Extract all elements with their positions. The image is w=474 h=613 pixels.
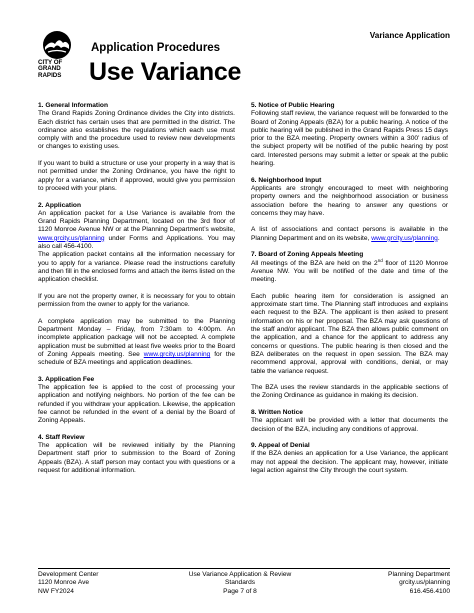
- left-column: [38, 102, 235, 484]
- paragraph: Following staff review, the variance request will be forwarded to the Board of Zoning Appeals (BZA) for a public hearing. A notice of the public hearing will be published in the Grand Rapids Press 15 days prior to the BZA meeting. Property owners within a 300’ radius of the subject property will be notified of the public hearing by post card. Interested persons may submit a letter or speak at the public hearing.: [251, 110, 448, 168]
- logo-line: GRAND: [38, 65, 61, 73]
- footer-left: [38, 571, 98, 596]
- footer-line: Standards: [224, 579, 256, 587]
- paragraph: A complete application may be submitted to the Planning Department Monday – Friday, from 7:30am to 4:00pm. An incomplete application package will not be accepted. A complete application must be submitted at least five weeks prior to the Board of Zoning Appeals meeting. See www.grcity.us/planning for the schedule of BZA meetings and application deadlines.: [38, 317, 236, 367]
- paragraph: The application packet contains all the information necessary for you to apply for a variance. Please read the instructions carefully and then fill in the enclosed forms and attach the items listed on the application checklist.: [38, 251, 235, 284]
- paragraph: The Grand Rapids Zoning Ordinance divides the City into districts. Each district has certain uses that are permitted in the district. The ordinance also establishes the regulations which each use must comply with and the procedure used to review new developments or changes to existing uses.: [38, 110, 235, 151]
- footer-line: Planning Department: [388, 571, 450, 578]
- paragraph: If the BZA denies an application for a Use Variance, the applicant may not appeal the decision. The applicant may, however, initiate legal action against the City through the court system.: [251, 450, 448, 475]
- paragraph: Applicants are strongly encouraged to meet with neighboring property owners and the neighborhood association or business association before the hearing to answer any questions or concerns they may have.: [251, 184, 448, 217]
- planning-website-link[interactable]: www.grcity.us/planning: [143, 350, 211, 358]
- paragraph: Each public hearing item for consideration is assigned an approximate start time. The Planning staff introduces and explains each request to the BZA. The applicant is then asked to present information on his or her proposal. The BZA may ask questions of the staff and/or applicant. The BZA then allows public comment on the application, and a chance for the applicant to address any concerns or questions. The public hearing is then closed and the BZA deliberates on the request in open session. The BZA may recommend approval, approval with conditions, denial, or may table the variance request.: [251, 292, 448, 375]
- section-heading: 9. Appeal of Denial: [251, 442, 310, 450]
- right-column: [251, 102, 448, 484]
- planning-website-link[interactable]: www.grcity.us/planning: [371, 234, 438, 242]
- paragraph: A list of associations and contact persons is available in the Planning Department and on its website, www.grcity.us/planning.: [251, 226, 448, 242]
- section-heading: 8. Written Notice: [251, 408, 303, 416]
- section-heading: 1. General Information: [38, 102, 108, 109]
- footer-line: 1120 Monroe Ave: [38, 579, 90, 587]
- section-heading: 4. Staff Review: [38, 433, 85, 441]
- footer-center: [170, 571, 310, 596]
- logo-wordmark: [38, 60, 80, 79]
- footer-line: NW FY2024: [38, 587, 74, 595]
- page-title: Use Variance: [89, 58, 242, 86]
- footer-line: 616.456.4100: [409, 587, 450, 595]
- paragraph: If you are not the property owner, it is necessary for you to obtain permission from the owner to apply for the variance.: [38, 292, 235, 309]
- planning-website-link[interactable]: www.grcity.us/planning: [38, 234, 105, 242]
- page-number: Page 7 of 8: [223, 587, 257, 595]
- section-heading: 5. Notice of Public Hearing: [251, 102, 335, 109]
- section-heading: 7. Board of Zoning Appeals Meeting: [251, 251, 364, 259]
- paragraph: If you want to build a structure or use your property in a way that is not permitted under the Zoning Ordinance, you have the right to apply for a variance, which if approved, would give you permission to proceed with your plans.: [38, 160, 235, 192]
- paragraph: The application fee is applied to the cost of processing your application and notifying neighbors. No portion of the fee can be refunded if you withdraw your application. Likewise, the application fee cannot be refunded in the event of a denial by the Board of Zoning Appeals.: [38, 384, 235, 425]
- section-heading: 3. Application Fee: [38, 375, 95, 383]
- document-type-label: Variance Application: [369, 31, 450, 40]
- city-seal-icon: [42, 30, 72, 60]
- section-heading: 2. Application: [38, 201, 81, 209]
- footer-line: Development Center: [38, 571, 99, 578]
- city-logo: [38, 30, 78, 82]
- paragraph: The BZA uses the review standards in the applicable sections of the Zoning Ordinance as guidance in making its decision.: [251, 384, 448, 400]
- footer-divider: [38, 568, 450, 569]
- paragraph: All meetings of the BZA are held on the 2nd floor of 1120 Monroe Avenue NW. You will be notified of the date and time of the meeting.: [251, 257, 448, 284]
- footer-right: [388, 571, 450, 596]
- paragraph: The applicant will be provided with a letter that documents the decision of the BZA, including any conditions of approval.: [251, 417, 448, 433]
- section-heading: 6. Neighborhood Input: [251, 176, 322, 184]
- logo-line: RAPIDS: [38, 71, 62, 79]
- paragraph: An application packet for a Use Variance is available from the Grand Rapids Planning Department, located on the 3rd floor of 1120 Monroe Avenue NW or at the Planning Department’s website, www.grcity.us/planning under Forms and Applications. You may also call 456-4100.: [38, 209, 235, 251]
- paragraph: The application will be reviewed initially by the Planning Department staff prior to submission to the Board of Zoning Appeals (BZA). A staff person may contact you with questions or a request for additional information.: [38, 442, 235, 475]
- footer-line: Use Variance Application & Review: [188, 571, 292, 578]
- page-subtitle: Application Procedures: [91, 42, 221, 54]
- footer-line: grcity.us/planning: [399, 579, 450, 587]
- logo-line: CITY OF: [38, 59, 63, 66]
